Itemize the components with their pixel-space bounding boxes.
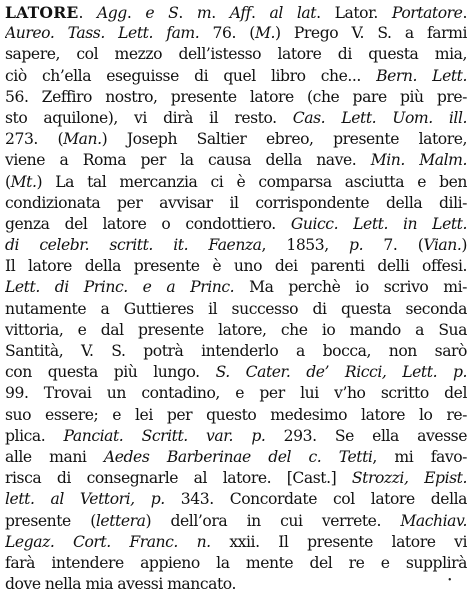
text-line — [5, 468, 467, 489]
text-line — [5, 23, 467, 44]
body-text: vittoria, e dal presente latore, che io mando a Sua — [5, 320, 467, 339]
text-line — [5, 511, 467, 532]
text-line — [5, 108, 467, 129]
text-line — [5, 235, 467, 256]
text-line — [5, 447, 467, 468]
text-line — [5, 150, 467, 171]
citation-text: m — [196, 4, 212, 22]
citation-text: Aff — [229, 4, 251, 22]
citation-text: Aedes Barberinae del c. Tetti — [103, 447, 373, 466]
citation-text: Panciat. Scritt. var. p. — [63, 426, 266, 445]
body-text: viene a Roma per la causa della nave. — [5, 151, 371, 170]
citation-text: p. — [349, 236, 364, 255]
body-text: ) La tal mercanzia ci è comparsa asciutta e ben — [36, 172, 467, 191]
body-text: ) Prego V. S. a farmi — [274, 24, 467, 43]
body-text: , 1853, — [261, 236, 350, 255]
body-text: 99. Trovai un contadino, e per lui v’ho scritto del — [5, 384, 467, 403]
body-text: dove nella mia avessi mancato. — [5, 575, 236, 594]
text-line — [5, 383, 467, 404]
citation-text: Min. Malm. — [370, 151, 467, 170]
body-text: 273. ( — [5, 130, 64, 149]
body-text: risca di consegnarle al latore. [Cast.] — [5, 469, 352, 488]
citation-text: Legaz. Cort. Franc. n. — [5, 532, 211, 551]
body-text: ) dell’ora in cui verrete. — [145, 511, 401, 530]
body-text: ciò ch’ella eseguisse di quel libro che... — [5, 66, 377, 85]
body-text: alle mani — [5, 447, 104, 466]
body-text: . — [211, 4, 230, 22]
body-text: Santità, V. S. potrà intenderlo a bocca, non sarò — [5, 342, 467, 360]
text-line — [5, 172, 467, 193]
body-text: nutamente a Guttieres il successo di questa seconda — [5, 299, 467, 318]
citation-text: lettera — [95, 511, 146, 530]
citation-text: Portatore — [391, 4, 463, 22]
text-line — [5, 341, 467, 362]
citation-text: M. — [254, 24, 275, 43]
body-text: 76. ( — [199, 24, 255, 43]
page-mark: • — [448, 575, 452, 586]
citation-text: Machiav. — [400, 511, 467, 530]
body-text: xxii. Il presente latore vi — [210, 532, 467, 551]
citation-text: Bern. Lett. — [376, 66, 467, 85]
text-line — [5, 2, 467, 23]
citation-text: di celebr. scritt. it. Faenza — [5, 236, 262, 255]
body-text: 343. Concordate col latore della — [164, 490, 467, 509]
text-line — [5, 532, 467, 553]
citation-text: Strozzi, Epist. — [351, 469, 467, 488]
citation-text: al lat — [269, 4, 317, 22]
body-text: presente ( — [5, 511, 96, 530]
text-line — [5, 299, 467, 320]
citation-text: Man. — [63, 130, 102, 149]
citation-text: Lett. di Princ. e a Princ. — [5, 278, 235, 297]
text-line — [5, 489, 467, 510]
body-text: . Lator. — [316, 4, 392, 22]
citation-text: e S — [145, 4, 179, 22]
text-line — [5, 405, 467, 426]
body-text: . — [462, 4, 467, 22]
citation-text: Mt. — [10, 172, 37, 191]
text-line — [5, 129, 467, 150]
body-text: . — [78, 4, 97, 22]
body-text: Ma perchè io scrivo mi- — [234, 278, 467, 297]
text-line — [5, 574, 467, 595]
text-line — [5, 426, 467, 447]
dictionary-entry — [5, 2, 467, 593]
body-text: genza del latore o condottiero. — [5, 214, 291, 233]
citation-text: Guicc. Lett. in Lett. — [290, 214, 467, 233]
body-text: con questa più lungo. — [5, 363, 216, 382]
citation-text: Agg — [96, 4, 127, 22]
body-text: . — [250, 4, 270, 22]
body-text: . — [178, 4, 197, 22]
text-line — [5, 87, 467, 108]
body-text: plica. — [5, 426, 64, 445]
text-line — [5, 277, 467, 298]
citation-text: Vian. — [423, 236, 462, 255]
body-text: 7. ( — [363, 236, 424, 255]
body-text: ) Joseph Saltier ebreo, presente latore, — [101, 130, 467, 149]
body-text: , mi favo- — [372, 447, 467, 466]
text-line — [5, 66, 467, 87]
headword: LATORE — [5, 3, 79, 22]
body-text: ) — [461, 236, 467, 255]
citation-text: S. Cater. de’ Ricci, Lett. p. — [215, 363, 467, 382]
body-text: sto aquilone), vi dirà il resto. — [5, 108, 293, 127]
body-text: suo essere; e lei per questo medesimo latore lo re- — [5, 405, 467, 424]
citation-text: lett. al Vettori, p. — [5, 490, 165, 509]
body-text: farà intendere appieno la mente del re e supplirà — [5, 553, 467, 572]
text-line — [5, 193, 467, 214]
text-line — [5, 214, 467, 235]
text-line — [5, 256, 467, 277]
body-text: Il latore della presente è uno dei parenti delli offesi. — [5, 257, 467, 276]
text-line — [5, 44, 467, 65]
body-text: . — [126, 4, 146, 22]
body-text: 293. Se ella avesse — [265, 426, 467, 445]
body-text: sapere, col mezzo dell’istesso latore di questa mia, — [5, 45, 467, 64]
text-line — [5, 553, 467, 574]
text-line — [5, 320, 467, 341]
citation-text: Aureo. Tass. Lett. fam. — [5, 24, 200, 43]
body-text: ( — [5, 172, 11, 191]
text-line — [5, 362, 467, 383]
citation-text: Cas. Lett. Uom. ill. — [292, 108, 467, 127]
body-text: 56. Zeffiro nostro, presente latore (che pare più pre- — [5, 87, 467, 106]
body-text: condizionata per avvisar il corrispondente della dili- — [5, 193, 467, 212]
